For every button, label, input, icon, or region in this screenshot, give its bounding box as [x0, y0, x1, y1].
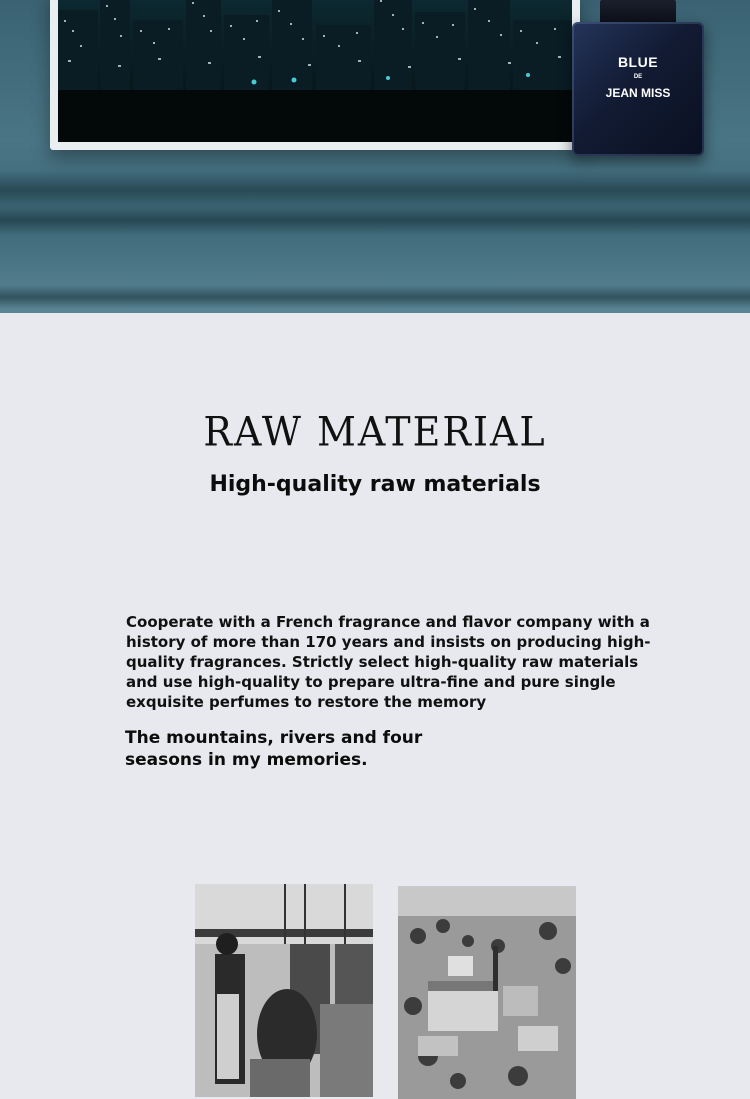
factory-worker-photo	[195, 884, 373, 1097]
city-night-screen	[58, 0, 572, 142]
bottle-label-line2: DE	[633, 74, 643, 80]
perfume-bottle	[572, 22, 704, 156]
aerial-factory-image	[398, 886, 576, 1099]
tv-frame	[50, 0, 580, 150]
memory-quote: The mountains, rivers and four seasons in my memories.	[125, 728, 423, 770]
aerial-factory-photo	[398, 886, 576, 1099]
floor-shadow-3	[0, 285, 750, 309]
floor-shadow-2	[0, 205, 750, 235]
description-paragraph: Cooperate with a French fragrance and flavor company with a history of more than 170 years and insists on producing high-quality fragrances. Strictly select high-quality raw materials and use high-quality to prepare ultra-fine and pure single exquisite perfumes to restore the memory	[126, 613, 651, 711]
bottle-label-line1: BLUE	[617, 54, 659, 70]
bottle-label-line3: JEAN MISS	[605, 86, 671, 100]
section-subheading: High-quality raw materials	[209, 472, 541, 497]
section-heading: RAW MATERIAL	[203, 408, 547, 456]
hero-banner	[0, 0, 750, 313]
floor-shadow	[0, 170, 750, 210]
city-skyline-image	[58, 0, 572, 142]
factory-worker-image	[195, 884, 373, 1097]
bottle-body	[572, 22, 704, 156]
